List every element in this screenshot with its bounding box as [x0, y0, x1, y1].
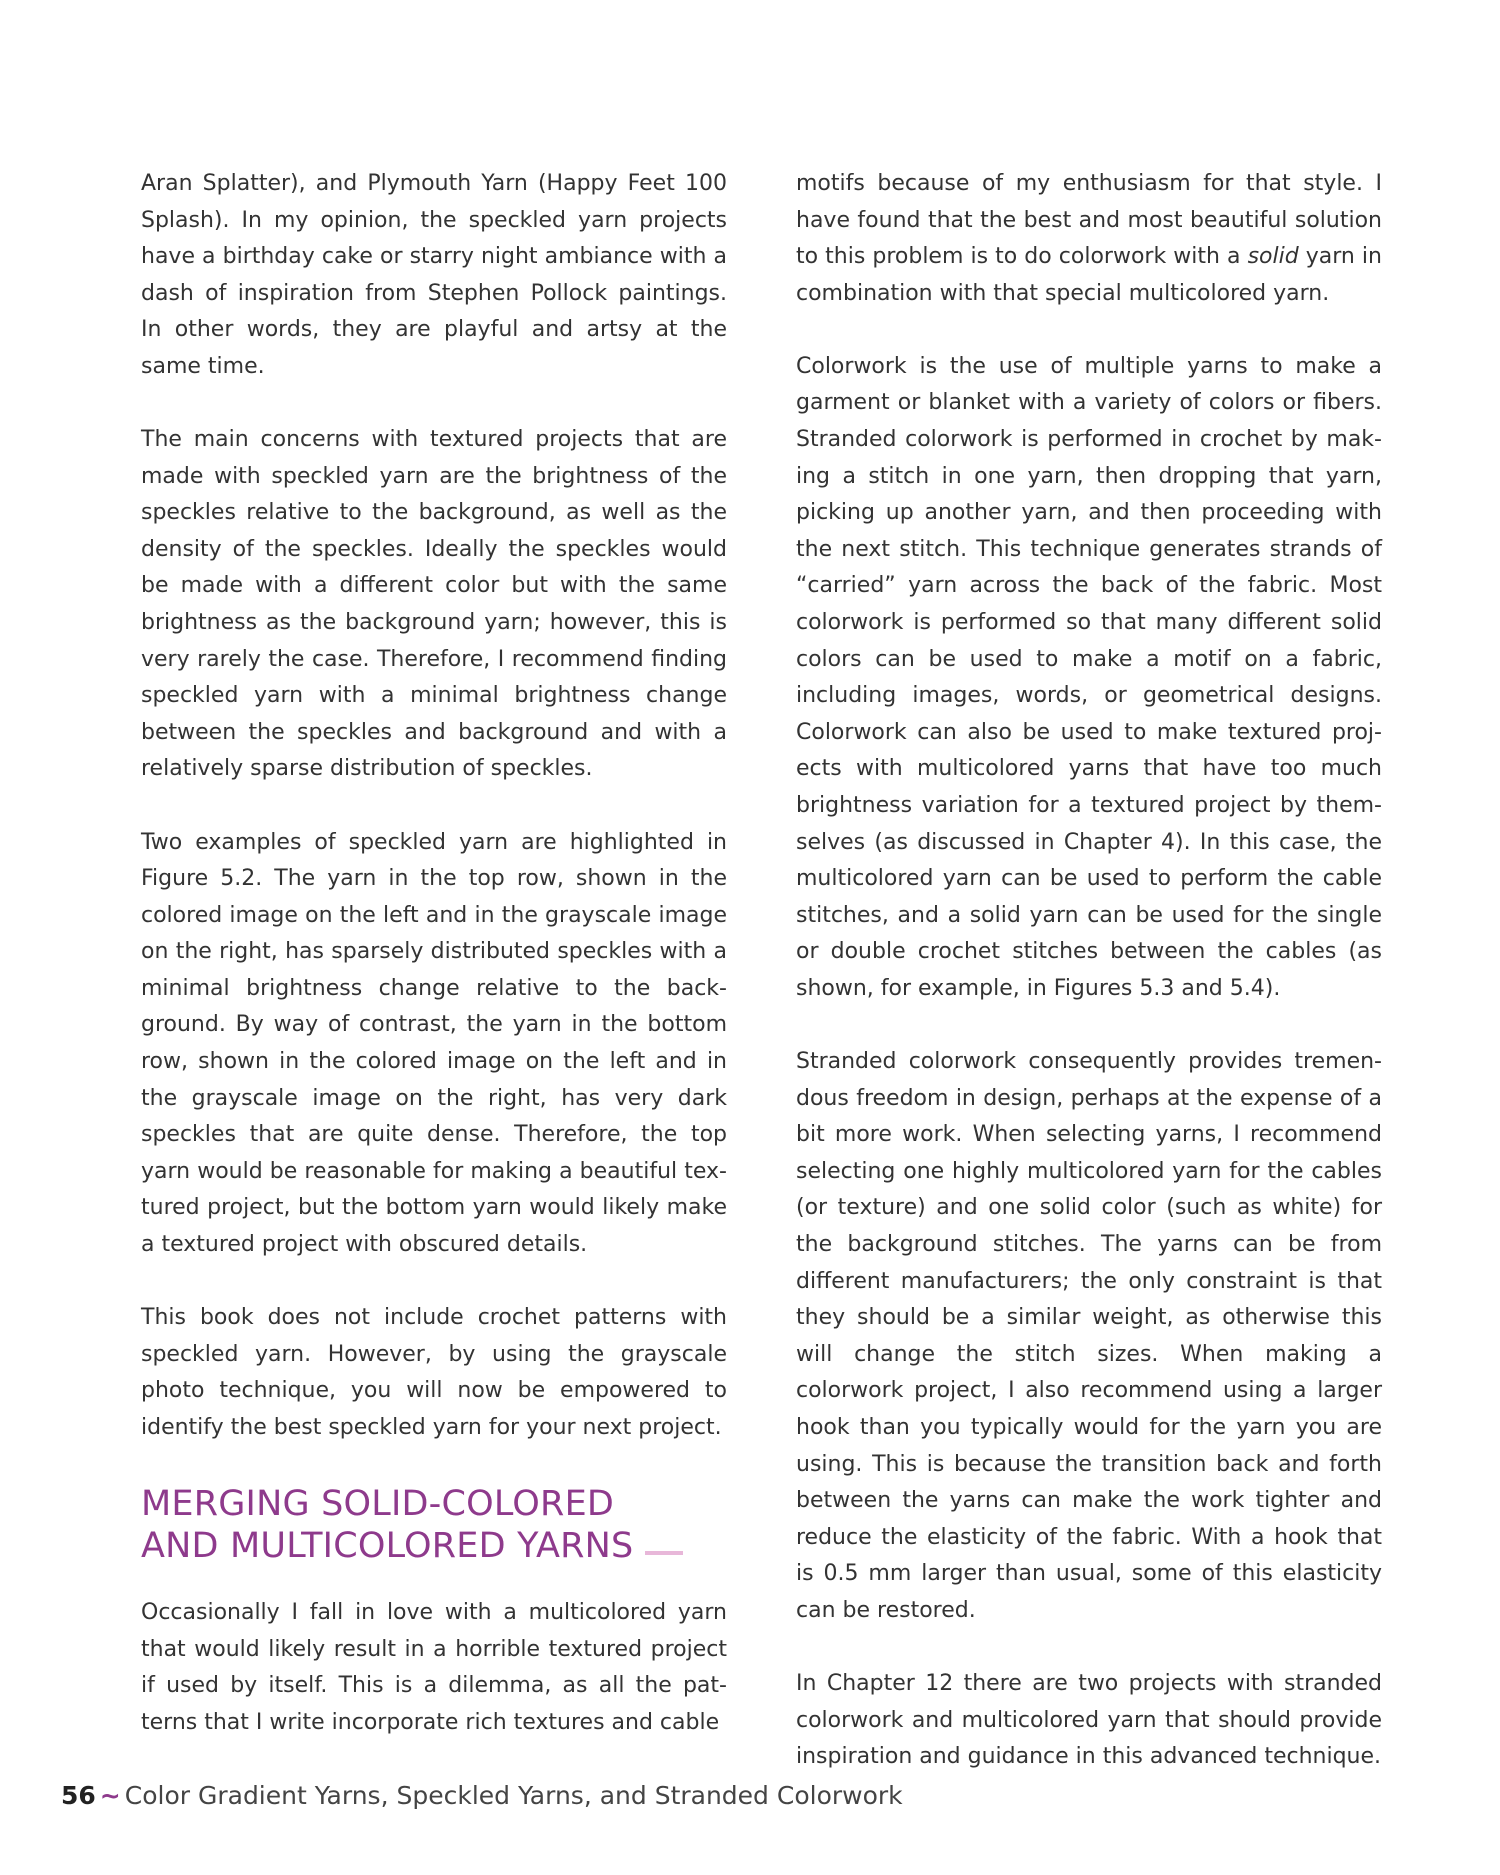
section-heading-line-2-text: AND MULTICOLORED YARNS	[141, 1526, 634, 1566]
paragraph-text: yarn in combination with that special multicolored yarn.	[796, 244, 1382, 306]
right-column	[796, 166, 1382, 1776]
body-paragraph: Stranded colorwork consequently provides tremendous freedom in design, perhaps at the expense of a bit more work. When selecting yarns, I recommend selecting one highly multicolored yarn for the cables (or texture) and one solid color (such as white) for the background stitches. The yarns can be from different manufacturers; the only constraint is that they should be a similar weight, as otherwise this will change the stitch sizes. When making a colorwork project, I also recommend using a larger hook than you typically would for the yarn you are using. This is because the transition back and forth between the yarns can make the work tighter and reduce the elasticity of the fabric. With a hook that is 0.5 mm larger than usual, some of this elasticity can be restored.	[796, 1049, 1382, 1623]
page-number: 56	[61, 1781, 96, 1810]
body-paragraph: In Chapter 12 there are two projects with stranded colorwork and multicolored yarn that should provide inspiration and guidance in this advanced technique.	[796, 1671, 1382, 1770]
body-paragraph	[796, 166, 1382, 312]
body-paragraph: Two examples of speckled yarn are highlighted in Figure 5.2. The yarn in the top row, shown in the colored image on the left and in the grayscale image on the right, has sparsely distributed speckles with a minimal brightness change relative to the background. By way of contrast, the yarn in the bottom row, shown in the colored image on the left and in the grayscale image on the right, has very dark speckles that are quite dense. Therefore, the top yarn would be reasonable for making a beautiful textured project, but the bottom yarn would likely make a textured project with obscured details.	[141, 829, 727, 1258]
body-paragraph: Aran Splatter), and Plymouth Yarn (Happy Feet 100 Splash). In my opinion, the speckled yarn projects have a birthday cake or starry night ambiance with a dash of inspiration from Stephen Pollock paintings. In other words, they are playful and artsy at the same time.	[141, 171, 727, 379]
section-heading-line-2	[141, 1525, 727, 1567]
page-footer	[61, 1779, 903, 1813]
section-heading	[141, 1483, 727, 1567]
left-column	[141, 166, 727, 1741]
body-paragraph: Colorwork is the use of multiple yarns to make a garment or blanket with a variety of colors or fibers. Stranded colorwork is performed in crochet by making a stitch in one yarn, then dropping that yarn, picking up another yarn, and then proceeding with the next stitch. This technique generates strands of “carried” yarn across the back of the fabric. Most colorwork is performed so that many different solid colors can be used to make a motif on a fabric, including images, words, or geometrical designs. Colorwork can also be used to make textured projects with multicolored yarns that have too much brightness variation for a textured project by themselves (as discussed in Chapter 4). In this case, the multicolored yarn can be used to perform the cable stitches, and a solid yarn can be used for the single or double crochet stitches between the cables (as shown, for example, in Figures 5.3 and 5.4).	[796, 353, 1382, 1001]
section-heading-line-1: MERGING SOLID-COLORED	[141, 1484, 615, 1524]
body-paragraph: The main concerns with textured projects that are made with speckled yarn are the brightness of the speckles relative to the background, as well as the density of the speckles. Ideally the speckles would be made with a different color but with the same brightness as the background yarn; however, this is very rarely the case. Therefore, I recommend finding speckled yarn with a minimal brightness change between the speckles and background and with a relatively sparse distribution of speckles.	[141, 427, 727, 782]
footer-separator: ~	[99, 1781, 121, 1810]
heading-accent-rule	[645, 1551, 683, 1555]
paragraph-text: motifs because of my enthusiasm for that style. I have found that the best and most beautiful solution to this problem is to do colorwork with a	[796, 171, 1382, 270]
body-paragraph: Occasionally I fall in love with a multicolored yarn that would likely result in a horrible textured project if used by itself. This is a dilemma, as all the patterns that I write incorporate rich textures and cable	[141, 1600, 727, 1735]
emphasis-text: solid	[1247, 244, 1299, 270]
running-title: Color Gradient Yarns, Speckled Yarns, and Stranded Colorwork	[124, 1781, 903, 1810]
body-paragraph: This book does not include crochet patterns with speckled yarn. However, by using the grayscale photo technique, you will now be empowered to identify the best speckled yarn for your next project.	[141, 1305, 727, 1440]
